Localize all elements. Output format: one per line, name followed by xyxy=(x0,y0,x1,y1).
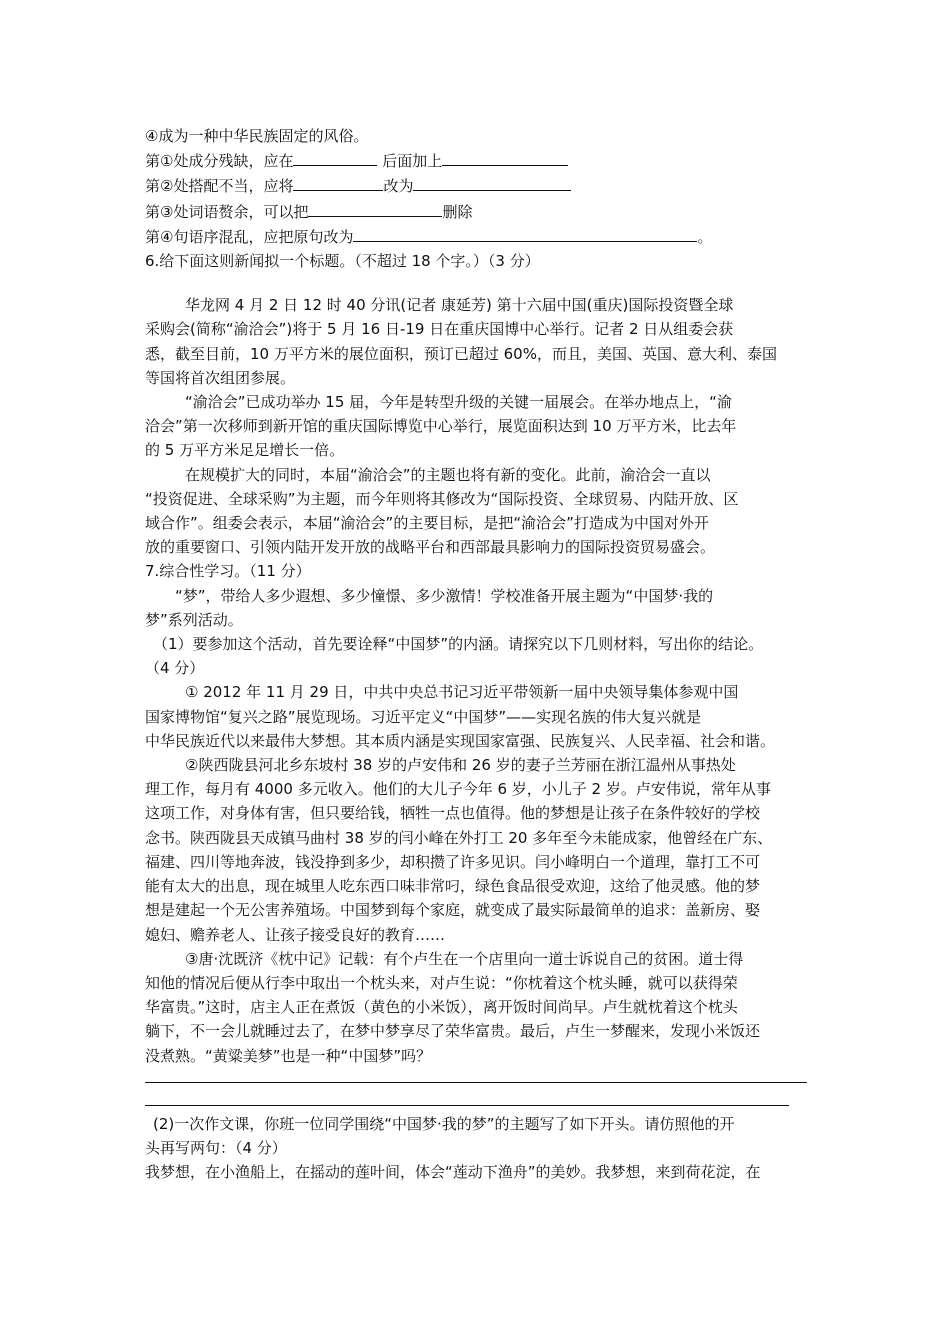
answer-line-3 xyxy=(145,199,825,224)
answer-2-blank-a[interactable] xyxy=(293,173,383,191)
q7-sub2-prompt: (2)一次作文课，你班一位同学围绕“中国梦·我的梦”的主题写了如下开头。请仿照他的开 xyxy=(153,1114,735,1133)
q7-sub1-score: （4 分） xyxy=(145,659,205,678)
answer-line-4 xyxy=(145,224,825,249)
question-7-title: 7.综合性学习。（11 分） xyxy=(145,562,311,581)
news-line: 华龙网 4 月 2 日 12 时 40 分讯(记者 康延芳) 第十六届中国(重庆)国际投资暨全球 xyxy=(185,296,734,315)
material-line: 知他的情况后便从行李中取出一个枕头来，对卢生说：“你枕着这个枕头睡，就可以获得荣 xyxy=(145,973,738,992)
item-4-text: ④成为一种中华民族固定的风俗。 xyxy=(145,127,369,145)
news-line: 等国将首次组团参展。 xyxy=(145,368,296,387)
material-line: 想是建起一个无公害养殖场。中国梦到每个家庭，就变成了最实际最简单的追求：盖新房、娶 xyxy=(145,901,761,920)
material-line: 福建、四川等地奔波，钱没挣到多少，却积攒了许多见识。闫小峰明白一个道理，靠打工不可 xyxy=(145,852,761,871)
news-line: “渝洽会”已成功举办 15 届，今年是转型升级的关键一届展会。在举办地点上，“渝 xyxy=(185,393,732,412)
answer-3-prompt: 第③处词语赘余，可以把 xyxy=(145,202,309,221)
material-line: 这项工作，对身体有害，但只要给钱，牺牲一点也值得。他的梦想是让孩子在条件较好的学校 xyxy=(145,804,761,823)
q7-sub1-prompt: （1）要参加这个活动，首先要诠释“中国梦”的内涵。请探究以下几则材料，写出你的结论。 xyxy=(153,635,764,654)
answer-4-blank[interactable] xyxy=(353,224,697,242)
news-article xyxy=(145,293,825,559)
q7-sub2-score: 头再写两句：（4 分） xyxy=(145,1138,287,1157)
question-6-title: 6.给下面这则新闻拟一个标题。（不超过 18 个字。）（3 分） xyxy=(145,252,540,271)
news-line: “投资促进、全球采购”为主题，而今年则将其修改为“国际投资、全球贸易、内陆开放、区 xyxy=(145,489,739,508)
answer-3-end: 删除 xyxy=(442,202,473,221)
material-line: 躺下，不一会儿就睡过去了，在梦中梦享尽了荣华富贵。最后，卢生一梦醒来，发现小米饭还 xyxy=(145,1022,761,1041)
q7-intro-line: 梦”系列活动。 xyxy=(145,610,243,629)
answer-4-end: 。 xyxy=(697,227,713,246)
material-line: ③唐·沈既济《枕中记》记载：有个卢生在一个店里向一道士诉说自己的贫困。道士得 xyxy=(185,949,744,968)
answer-line-2 xyxy=(145,173,825,198)
answer-line-1 xyxy=(145,148,825,173)
answer-3-blank[interactable] xyxy=(308,199,442,217)
material-line: 理工作，每月有 4000 多元收入。他们的大儿子今年 6 岁，小儿子 2 岁。卢安伟说，常年从事 xyxy=(145,780,771,799)
answer-1-blank-a[interactable] xyxy=(293,148,377,166)
answer-1-blank-b[interactable] xyxy=(442,148,568,166)
news-line: 放的重要窗口、引领内陆开发开放的战略平台和西部最具影响力的国际投资贸易盛会。 xyxy=(145,538,716,557)
material-line: 国家博物馆“复兴之路”展览现场。习近平定义“中国梦”——实现名族的伟大复兴就是 xyxy=(145,707,702,726)
answer-1-prompt: 第①处成分残缺，应在 xyxy=(145,152,294,171)
material-line: 中华民族近代以来最伟大梦想。其本质内涵是实现国家富强、民族复兴、人民幸福、社会和谐。 xyxy=(145,731,776,750)
q7-intro-line: “梦”，带给人多少遐想、多少憧憬、多少激情！学校准备开展主题为“中国梦·我的 xyxy=(175,586,714,605)
material-line: 没煮熟。“黄粱美梦”也是一种“中国梦”吗？ xyxy=(145,1046,432,1065)
news-line: 采购会(简称“渝洽会”)将于 5 月 16 日-19 日在重庆国博中心举行。记者 2 日从组委会获 xyxy=(145,320,734,339)
exam-page xyxy=(145,124,825,1184)
news-line: 域合作”。组委会表示，本届“渝洽会”的主要目标，是把“渝洽会”打造成为中国对外开 xyxy=(145,514,709,533)
q7-sub2-example: 我梦想，在小渔船上，在摇动的莲叶间，体会“莲动下渔舟”的美妙。我梦想，来到荷花淀，在 xyxy=(145,1163,761,1182)
material-line: 媳妇、赡养老人、让孩子接受良好的教育…… xyxy=(145,925,446,944)
material-line: ②陕西陇县河北乡东坡村 38 岁的卢安伟和 26 岁的妻子兰芳丽在浙江温州从事热处 xyxy=(185,756,736,775)
news-line: 悉，截至目前，10 万平方米的展位面积，预订已超过 60%，而且，美国、英国、意大利、泰国 xyxy=(145,344,777,363)
answer-2-mid: 改为 xyxy=(383,177,414,196)
materials xyxy=(145,680,825,1067)
answer-1-mid: 后面加上 xyxy=(382,152,443,171)
news-line: 在规模扩大的同时，本届“渝洽会”的主题也将有新的变化。此前，渝洽会一直以 xyxy=(185,465,711,484)
material-line: 能有太大的出息，现在城里人吃东西口味非常叼，绿色食品很受欢迎，这给了他灵感。他的梦 xyxy=(145,877,761,896)
answer-4-prompt: 第④句语序混乱，应把原句改为 xyxy=(145,227,354,246)
answer-2-prompt: 第②处搭配不当，应将 xyxy=(145,177,294,196)
material-line: 华富贵。”这时，店主人正在煮饭（黄色的小米饭），离开饭时间尚早。卢生就枕着这个枕头 xyxy=(145,998,738,1017)
news-line: 的 5 万平方米足足增长一倍。 xyxy=(145,441,345,460)
material-line: ① 2012 年 11 月 29 日，中共中央总书记习近平带领新一届中央领导集体参观中国 xyxy=(185,683,739,702)
answer-2-blank-b[interactable] xyxy=(413,173,571,191)
news-line: 洽会”第一次移师到新开馆的重庆国际博览中心举行，展览面积达到 10 万平方米，比去年 xyxy=(145,417,737,436)
material-line: 念书。陕西陇县天成镇马曲村 38 岁的闫小峰在外打工 20 多年至今未能成家，他曾经在广东、 xyxy=(145,828,773,847)
